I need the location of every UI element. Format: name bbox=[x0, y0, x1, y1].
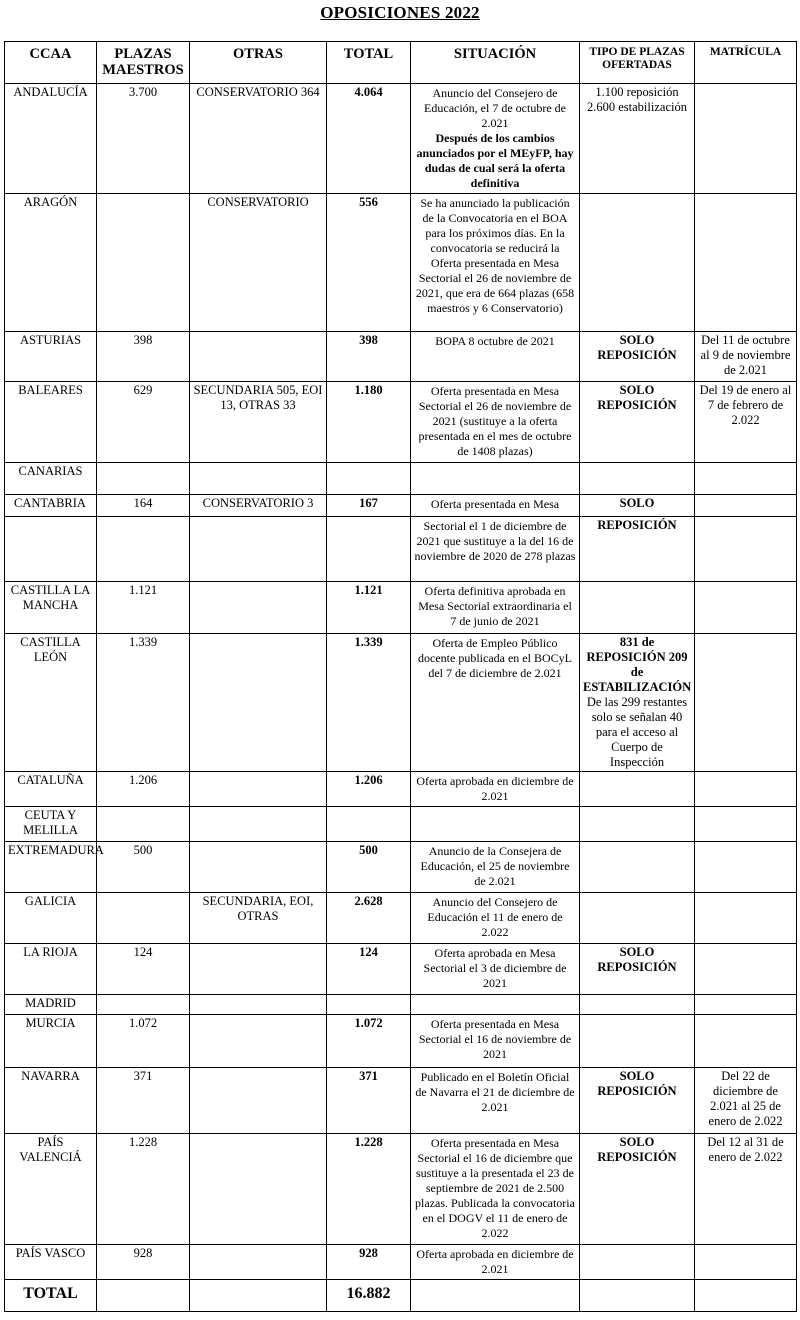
cell-matricula bbox=[695, 944, 797, 995]
cell-ccaa: LA RIOJA bbox=[5, 944, 97, 995]
cell-tipo bbox=[580, 995, 695, 1015]
situacion-text: Anuncio del Consejero de Educación el 11 de enero de 2.022 bbox=[427, 895, 563, 939]
cell-ccaa: BALEARES bbox=[5, 382, 97, 463]
cell-total: 1.206 bbox=[327, 772, 411, 807]
situacion-text: Anuncio del Consejero de Educación, el 7 de octubre de 2.021 bbox=[424, 86, 566, 130]
cell-situacion bbox=[411, 517, 580, 582]
cell-ccaa: CATALUÑA bbox=[5, 772, 97, 807]
table-row bbox=[5, 194, 797, 332]
situacion-text: Oferta presentada en Mesa Sectorial el 16 de diciembre que sustituye a la presentada el 23 de septiembre de 2021 de 2.500 plazas. Publicada la convocatoria en el DOGV el 11 de enero de 2.022 bbox=[415, 1136, 575, 1240]
cell-otras: CONSERVATORIO 364 bbox=[190, 84, 327, 194]
cell-tipo: SOLO REPOSICIÓN bbox=[580, 332, 695, 382]
table-row bbox=[5, 634, 797, 772]
cell-total bbox=[327, 517, 411, 582]
cell-situacion bbox=[411, 1068, 580, 1134]
cell-ccaa: ARAGÓN bbox=[5, 194, 97, 332]
cell-otras bbox=[190, 517, 327, 582]
cell-ccaa: CEUTA Y MELILLA bbox=[5, 807, 97, 842]
situacion-text: Sectorial el 1 de diciembre de 2021 que sustituye a la del 16 de noviembre de 2020 de 278 plazas bbox=[414, 519, 576, 563]
cell-total: 1.072 bbox=[327, 1015, 411, 1068]
cell-matricula bbox=[695, 582, 797, 634]
cell-total: 4.064 bbox=[327, 84, 411, 194]
cell-matricula bbox=[695, 772, 797, 807]
cell-total: 500 bbox=[327, 842, 411, 893]
total-label: TOTAL bbox=[5, 1280, 97, 1312]
cell-tipo: SOLO REPOSICIÓN bbox=[580, 944, 695, 995]
cell-matricula bbox=[695, 634, 797, 772]
header-row bbox=[5, 42, 797, 84]
table-row bbox=[5, 382, 797, 463]
cell-total: 1.339 bbox=[327, 634, 411, 772]
header-matricula: MATRÍCULA bbox=[695, 42, 797, 84]
header-total: TOTAL bbox=[327, 42, 411, 84]
cell-ccaa bbox=[5, 517, 97, 582]
cell-otras: SECUNDARIA, EOI, OTRAS bbox=[190, 893, 327, 944]
cell-situacion bbox=[411, 582, 580, 634]
cell-total: 398 bbox=[327, 332, 411, 382]
cell-plazas: 1.121 bbox=[97, 582, 190, 634]
table-row bbox=[5, 517, 797, 582]
situacion-text: Oferta aprobada en diciembre de 2.021 bbox=[416, 774, 574, 803]
cell-tipo bbox=[580, 634, 695, 772]
cell-otras bbox=[190, 463, 327, 495]
page-title: OPOSICIONES 2022 bbox=[320, 3, 480, 22]
cell-tipo bbox=[580, 842, 695, 893]
cell-tipo bbox=[580, 463, 695, 495]
cell-total: 2.628 bbox=[327, 893, 411, 944]
cell-plazas: 124 bbox=[97, 944, 190, 995]
cell-total: 1.228 bbox=[327, 1134, 411, 1245]
cell-otras: SECUNDARIA 505, EOI 13, OTRAS 33 bbox=[190, 382, 327, 463]
header-otras: OTRAS bbox=[190, 42, 327, 84]
situacion-text: Oferta definitiva aprobada en Mesa Sectorial extraordinaria el 7 de junio de 2021 bbox=[418, 584, 572, 628]
cell-situacion bbox=[411, 893, 580, 944]
cell-situacion bbox=[411, 944, 580, 995]
cell-tipo bbox=[580, 893, 695, 944]
cell-plazas: 629 bbox=[97, 382, 190, 463]
cell-plazas: 1.072 bbox=[97, 1015, 190, 1068]
cell-otras: CONSERVATORIO bbox=[190, 194, 327, 332]
cell-otras bbox=[190, 634, 327, 772]
cell-ccaa: CASTILLA LEÓN bbox=[5, 634, 97, 772]
cell-matricula: Del 19 de enero al 7 de febrero de 2.022 bbox=[695, 382, 797, 463]
situacion-text: Oferta presentada en Mesa Sectorial el 16 de noviembre de 2021 bbox=[418, 1017, 572, 1061]
cell-matricula bbox=[695, 893, 797, 944]
cell-otras bbox=[190, 332, 327, 382]
situacion-text: Oferta aprobada en diciembre de 2.021 bbox=[416, 1247, 574, 1276]
table-row bbox=[5, 842, 797, 893]
cell-tipo: SOLO bbox=[580, 495, 695, 517]
table-row bbox=[5, 332, 797, 382]
cell-situacion bbox=[411, 495, 580, 517]
cell-otras bbox=[190, 944, 327, 995]
table-row bbox=[5, 807, 797, 842]
cell-tipo: 1.100 reposición 2.600 estabilización bbox=[580, 84, 695, 194]
cell-ccaa: CANARIAS bbox=[5, 463, 97, 495]
cell-ccaa: PAÍS VASCO bbox=[5, 1245, 97, 1280]
cell-matricula bbox=[695, 194, 797, 332]
cell-otras bbox=[190, 1245, 327, 1280]
cell-otras bbox=[190, 807, 327, 842]
cell-situacion bbox=[411, 332, 580, 382]
situacion-text: Oferta de Empleo Público docente publicada en el BOCyL del 7 de diciembre de 2.021 bbox=[418, 636, 572, 680]
cell-situacion bbox=[411, 772, 580, 807]
cell-situacion bbox=[411, 194, 580, 332]
table-row bbox=[5, 1015, 797, 1068]
cell-plazas: 1.206 bbox=[97, 772, 190, 807]
cell-otras bbox=[190, 995, 327, 1015]
cell-ccaa: ASTURIAS bbox=[5, 332, 97, 382]
cell-total: 1.180 bbox=[327, 382, 411, 463]
cell-tipo bbox=[580, 1245, 695, 1280]
cell-otras: CONSERVATORIO 3 bbox=[190, 495, 327, 517]
cell-plazas bbox=[97, 995, 190, 1015]
cell-tipo: REPOSICIÓN bbox=[580, 517, 695, 582]
cell-plazas: 3.700 bbox=[97, 84, 190, 194]
cell-plazas bbox=[97, 517, 190, 582]
cell-plazas: 371 bbox=[97, 1068, 190, 1134]
cell-plazas: 500 bbox=[97, 842, 190, 893]
situacion-text: Anuncio de la Consejera de Educación, el 25 de noviembre de 2.021 bbox=[420, 844, 570, 888]
cell-matricula bbox=[695, 517, 797, 582]
header-plazas: PLAZAS MAESTROS bbox=[97, 42, 190, 84]
cell-situacion bbox=[411, 382, 580, 463]
cell-matricula: Del 12 al 31 de enero de 2.022 bbox=[695, 1134, 797, 1245]
cell-total: 167 bbox=[327, 495, 411, 517]
cell-total: 928 bbox=[327, 1245, 411, 1280]
cell-matricula bbox=[695, 495, 797, 517]
cell-plazas: 928 bbox=[97, 1245, 190, 1280]
cell-ccaa: NAVARRA bbox=[5, 1068, 97, 1134]
table-row bbox=[5, 995, 797, 1015]
table-row bbox=[5, 495, 797, 517]
cell-tipo: SOLO REPOSICIÓN bbox=[580, 1134, 695, 1245]
table-row bbox=[5, 772, 797, 807]
cell-situacion bbox=[411, 84, 580, 194]
header-ccaa: CCAA bbox=[5, 42, 97, 84]
tipo-bold-text: 831 de REPOSICIÓN 209 de ESTABILIZACIÓN bbox=[583, 635, 692, 694]
table-row bbox=[5, 893, 797, 944]
cell-plazas bbox=[97, 194, 190, 332]
table-row bbox=[5, 1245, 797, 1280]
situacion-text: Publicado en el Boletín Oficial de Navarra el 21 de diciembre de 2.021 bbox=[415, 1070, 575, 1114]
table-row bbox=[5, 84, 797, 194]
cell-matricula bbox=[695, 995, 797, 1015]
cell-matricula bbox=[695, 807, 797, 842]
oposiciones-table bbox=[4, 41, 797, 1312]
total-value: 16.882 bbox=[327, 1280, 411, 1312]
cell-matricula bbox=[695, 842, 797, 893]
cell-tipo: SOLO REPOSICIÓN bbox=[580, 382, 695, 463]
cell-plazas bbox=[97, 463, 190, 495]
situacion-text: Oferta presentada en Mesa Sectorial el 26 de noviembre de 2021 (sustituye a la oferta presentada en el mes de octubre de 1408 plazas) bbox=[418, 384, 572, 458]
cell-situacion bbox=[411, 842, 580, 893]
cell-tipo bbox=[580, 1015, 695, 1068]
cell-plazas bbox=[97, 807, 190, 842]
situacion-bold-text: Después de los cambios anunciados por el MEyFP, hay dudas de cual será la oferta definitiva bbox=[416, 131, 574, 190]
cell-otras bbox=[190, 842, 327, 893]
table-row bbox=[5, 463, 797, 495]
header-situacion: SITUACIÓN bbox=[411, 42, 580, 84]
cell-tipo bbox=[580, 582, 695, 634]
cell-ccaa: MADRID bbox=[5, 995, 97, 1015]
table-row bbox=[5, 582, 797, 634]
header-tipo: TIPO DE PLAZAS OFERTADAS bbox=[580, 42, 695, 84]
cell-total: 371 bbox=[327, 1068, 411, 1134]
cell-plazas bbox=[97, 893, 190, 944]
cell-ccaa: MURCIA bbox=[5, 1015, 97, 1068]
cell-ccaa: PAÍS VALENCIÁ bbox=[5, 1134, 97, 1245]
cell-situacion bbox=[411, 995, 580, 1015]
cell-plazas: 1.339 bbox=[97, 634, 190, 772]
cell-plazas: 1.228 bbox=[97, 1134, 190, 1245]
cell-tipo bbox=[580, 194, 695, 332]
situacion-text: Oferta aprobada en Mesa Sectorial el 3 de diciembre de 2021 bbox=[423, 946, 567, 990]
cell-matricula: Del 22 de diciembre de 2.021 al 25 de enero de 2.022 bbox=[695, 1068, 797, 1134]
table-row bbox=[5, 944, 797, 995]
cell-ccaa: GALICIA bbox=[5, 893, 97, 944]
cell-otras bbox=[190, 1134, 327, 1245]
cell-total: 124 bbox=[327, 944, 411, 995]
cell-total bbox=[327, 807, 411, 842]
cell-matricula bbox=[695, 463, 797, 495]
cell-ccaa: CASTILLA LA MANCHA bbox=[5, 582, 97, 634]
cell-matricula bbox=[695, 84, 797, 194]
cell-plazas: 398 bbox=[97, 332, 190, 382]
cell-otras bbox=[190, 582, 327, 634]
table-row bbox=[5, 1068, 797, 1134]
cell-tipo: SOLO REPOSICIÓN bbox=[580, 1068, 695, 1134]
cell-matricula: Del 11 de octubre al 9 de noviembre de 2.021 bbox=[695, 332, 797, 382]
cell-tipo bbox=[580, 772, 695, 807]
cell-situacion bbox=[411, 1015, 580, 1068]
tipo-text: De las 299 restantes solo se señalan 40 para el acceso al Cuerpo de Inspección bbox=[586, 695, 688, 769]
cell-total: 1.121 bbox=[327, 582, 411, 634]
cell-situacion bbox=[411, 463, 580, 495]
cell-otras bbox=[190, 1068, 327, 1134]
cell-situacion bbox=[411, 1245, 580, 1280]
cell-situacion bbox=[411, 634, 580, 772]
table-row bbox=[5, 1134, 797, 1245]
cell-ccaa: ANDALUCÍA bbox=[5, 84, 97, 194]
cell-total bbox=[327, 463, 411, 495]
cell-ccaa: CANTABRIA bbox=[5, 495, 97, 517]
situacion-text: Oferta presentada en Mesa bbox=[430, 497, 560, 511]
total-row bbox=[5, 1280, 797, 1312]
cell-total: 556 bbox=[327, 194, 411, 332]
cell-otras bbox=[190, 1015, 327, 1068]
cell-matricula bbox=[695, 1245, 797, 1280]
cell-otras bbox=[190, 772, 327, 807]
cell-situacion bbox=[411, 1134, 580, 1245]
cell-matricula bbox=[695, 1015, 797, 1068]
cell-situacion bbox=[411, 807, 580, 842]
situacion-text: Se ha anunciado la publicación de la Convocatoria en el BOA para los próximos días. En la convocatoria se reducirá la Oferta presentada en Mesa Sectorial el 26 de noviembre de 2021, que era de 664 plazas (658 maestros y 6 Conservatorio) bbox=[415, 196, 575, 315]
cell-ccaa: EXTREMADURA bbox=[5, 842, 97, 893]
cell-plazas: 164 bbox=[97, 495, 190, 517]
cell-total bbox=[327, 995, 411, 1015]
situacion-text: BOPA 8 octubre de 2021 bbox=[435, 334, 555, 348]
cell-tipo bbox=[580, 807, 695, 842]
